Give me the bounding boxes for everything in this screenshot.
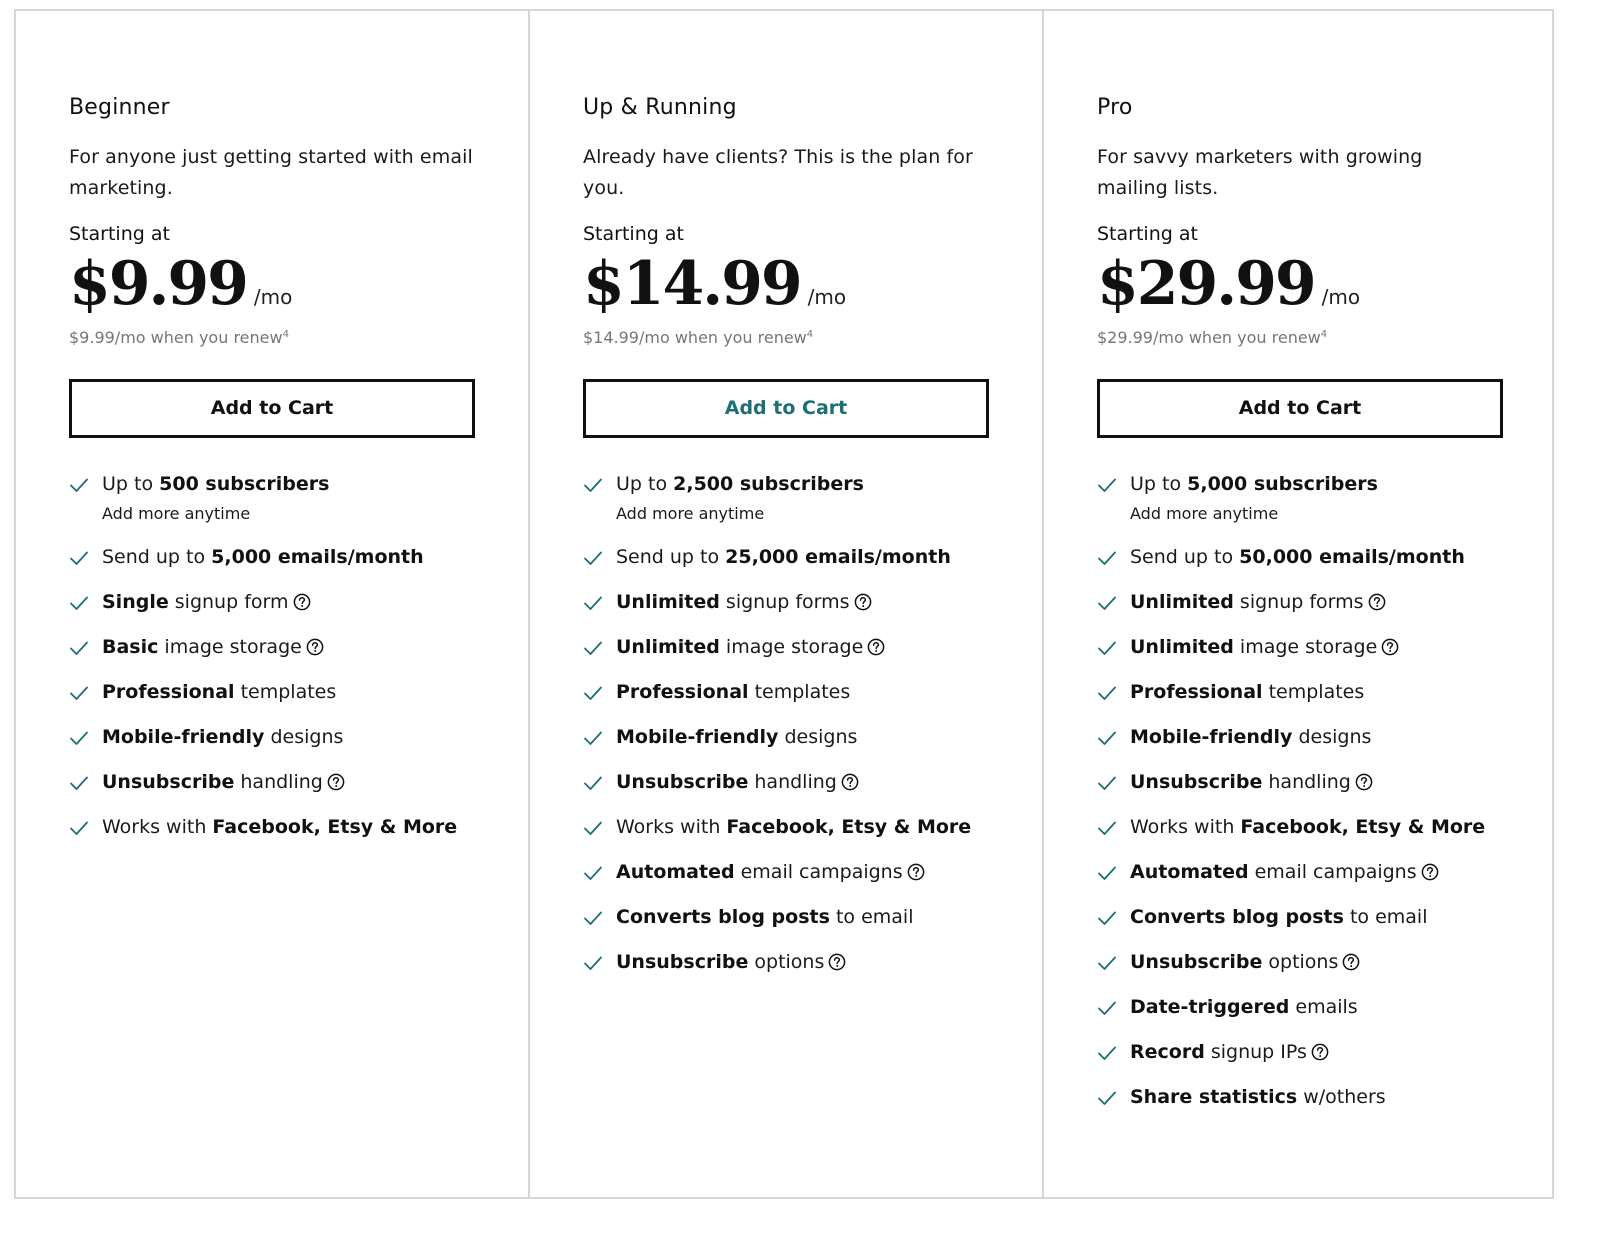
check-icon (583, 864, 603, 882)
check-icon (583, 476, 603, 494)
plan-description: For anyone just getting started with email marketing. (69, 146, 473, 199)
feature-item (1097, 859, 1499, 885)
feature-highlight: Automated (1130, 861, 1249, 883)
check-icon (1097, 999, 1117, 1017)
help-circle-icon[interactable] (1421, 863, 1439, 881)
help-circle-icon[interactable] (867, 638, 885, 656)
feature-item (1097, 814, 1499, 840)
help-circle-icon[interactable] (854, 593, 872, 611)
feature-item (1097, 724, 1499, 750)
feature-highlight: Unlimited (616, 591, 720, 613)
footnote-marker: 4 (1320, 329, 1328, 340)
check-icon (583, 729, 603, 747)
feature-highlight: 5,000 emails/month (211, 546, 424, 568)
check-icon (583, 684, 603, 702)
feature-item (69, 679, 475, 705)
plan-price: $29.99 (1097, 249, 1315, 319)
check-icon (1097, 1089, 1117, 1107)
help-circle-icon[interactable] (306, 638, 324, 656)
help-circle-icon[interactable] (841, 773, 859, 791)
feature-highlight: Basic (102, 636, 159, 658)
feature-text: email campaigns (734, 861, 903, 883)
help-circle-icon[interactable] (327, 773, 345, 791)
feature-text: Up to (102, 473, 160, 495)
check-icon (1097, 954, 1117, 972)
feature-item (583, 859, 989, 885)
feature-text: image storage (158, 636, 302, 658)
plan-name: Pro (1097, 95, 1133, 120)
feature-item (1097, 769, 1499, 795)
check-icon (583, 909, 603, 927)
price-row (69, 244, 475, 324)
feature-highlight: Professional (102, 681, 235, 703)
feature-subtext: Add more anytime (102, 504, 251, 523)
starting-at-label: Starting at (583, 223, 684, 245)
price-row (583, 244, 989, 324)
feature-text: Send up to (616, 546, 726, 568)
feature-item (1097, 949, 1499, 975)
plan-name: Beginner (69, 95, 170, 120)
feature-text: templates (234, 681, 337, 703)
feature-text: designs (1292, 726, 1372, 748)
check-icon (69, 639, 89, 657)
plan-price: $9.99 (69, 249, 247, 319)
feature-item (583, 589, 989, 615)
feature-highlight: Converts blog posts (616, 906, 830, 928)
feature-item (69, 544, 475, 570)
renewal-text: $14.99/mo when you renew (583, 328, 807, 347)
check-icon (583, 639, 603, 657)
help-circle-icon[interactable] (1355, 773, 1373, 791)
feature-highlight: Unsubscribe (616, 771, 749, 793)
feature-list (583, 471, 989, 975)
feature-item (69, 589, 475, 615)
feature-subtext: Add more anytime (1130, 504, 1279, 523)
plan-name: Up & Running (583, 95, 737, 120)
feature-text: image storage (719, 636, 864, 658)
feature-text: designs (264, 726, 344, 748)
feature-item (69, 769, 475, 795)
check-icon (1097, 819, 1117, 837)
feature-highlight: Single (102, 591, 169, 613)
check-icon (1097, 594, 1117, 612)
feature-item (1097, 679, 1499, 705)
renewal-price (583, 327, 989, 349)
feature-text: templates (748, 681, 851, 703)
help-circle-icon[interactable] (1381, 638, 1399, 656)
check-icon (1097, 774, 1117, 792)
check-icon (1097, 549, 1117, 567)
plan-description: For savvy marketers with growing mailing lists. (1097, 146, 1423, 199)
check-icon (583, 954, 603, 972)
feature-text: signup forms (1233, 591, 1364, 613)
feature-highlight: Unsubscribe (102, 771, 235, 793)
feature-highlight: Unsubscribe (1130, 771, 1263, 793)
feature-subtext: Add more anytime (616, 504, 765, 523)
feature-highlight: Unlimited (1130, 591, 1234, 613)
price-period: /mo (1321, 285, 1361, 309)
feature-text: to email (1343, 906, 1428, 928)
plan-card-up-and-running (528, 11, 1042, 1197)
add-to-cart-button[interactable]: Add to Cart (69, 379, 475, 438)
feature-text: Send up to (102, 546, 212, 568)
add-to-cart-button[interactable]: Add to Cart (583, 379, 989, 438)
check-icon (69, 549, 89, 567)
feature-item (69, 724, 475, 750)
feature-highlight: 2,500 subscribers (673, 473, 864, 495)
help-circle-icon[interactable] (1368, 593, 1386, 611)
feature-text: emails (1289, 996, 1358, 1018)
help-circle-icon[interactable] (828, 953, 846, 971)
price-row (1097, 244, 1499, 324)
feature-item (583, 471, 989, 525)
feature-text: Send up to (1130, 546, 1240, 568)
plan-description: Already have clients? This is the plan for you. (583, 146, 973, 199)
help-circle-icon[interactable] (293, 593, 311, 611)
feature-item (69, 634, 475, 660)
starting-at-label: Starting at (69, 223, 170, 245)
feature-item (1097, 904, 1499, 930)
feature-item (1097, 471, 1499, 525)
plan-card-pro (1042, 11, 1552, 1197)
feature-highlight: Share statistics (1130, 1086, 1298, 1108)
check-icon (583, 549, 603, 567)
feature-item (583, 544, 989, 570)
feature-text: options (748, 951, 825, 973)
feature-highlight: Unlimited (616, 636, 720, 658)
feature-item (1097, 589, 1499, 615)
feature-text: handling (1262, 771, 1351, 793)
feature-text: signup form (168, 591, 289, 613)
check-icon (69, 774, 89, 792)
check-icon (583, 774, 603, 792)
feature-highlight: Date-triggered (1130, 996, 1290, 1018)
feature-text: Works with (102, 816, 213, 838)
feature-highlight: 5,000 subscribers (1187, 473, 1378, 495)
check-icon (69, 684, 89, 702)
price-period: /mo (253, 285, 293, 309)
feature-text: handling (234, 771, 323, 793)
check-icon (69, 476, 89, 494)
feature-highlight: Record (1130, 1041, 1205, 1063)
check-icon (69, 819, 89, 837)
plan-card-beginner (16, 11, 528, 1197)
feature-item (1097, 994, 1499, 1020)
feature-highlight: Facebook, Etsy & More (726, 816, 972, 838)
feature-highlight: Professional (616, 681, 749, 703)
feature-text: image storage (1233, 636, 1378, 658)
renewal-text: $9.99/mo when you renew (69, 328, 283, 347)
feature-highlight: Converts blog posts (1130, 906, 1344, 928)
feature-list (1097, 471, 1499, 1110)
feature-highlight: 50,000 emails/month (1239, 546, 1465, 568)
feature-item (583, 814, 989, 840)
plan-price: $14.99 (583, 249, 801, 319)
feature-text: templates (1262, 681, 1365, 703)
feature-highlight: Facebook, Etsy & More (212, 816, 458, 838)
feature-item (583, 679, 989, 705)
feature-highlight: Professional (1130, 681, 1263, 703)
feature-item (583, 634, 989, 660)
feature-text: designs (778, 726, 858, 748)
check-icon (1097, 684, 1117, 702)
feature-text: Up to (1130, 473, 1188, 495)
feature-highlight: 25,000 emails/month (725, 546, 951, 568)
feature-item (1097, 544, 1499, 570)
footnote-marker: 4 (806, 329, 814, 340)
feature-text: Up to (616, 473, 674, 495)
feature-text: email campaigns (1248, 861, 1417, 883)
check-icon (69, 594, 89, 612)
check-icon (1097, 1044, 1117, 1062)
feature-highlight: Mobile-friendly (616, 726, 779, 748)
feature-item (1097, 1039, 1499, 1065)
feature-item (1097, 1084, 1499, 1110)
feature-highlight: Mobile-friendly (102, 726, 265, 748)
check-icon (583, 594, 603, 612)
check-icon (1097, 729, 1117, 747)
feature-highlight: 500 subscribers (159, 473, 330, 495)
pricing-table (14, 9, 1554, 1199)
check-icon (1097, 476, 1117, 494)
footnote-marker: 4 (282, 329, 289, 340)
feature-text: Works with (616, 816, 727, 838)
feature-item (583, 904, 989, 930)
feature-highlight: Automated (616, 861, 735, 883)
feature-list (69, 471, 475, 840)
check-icon (1097, 909, 1117, 927)
check-icon (1097, 864, 1117, 882)
help-circle-icon[interactable] (907, 863, 925, 881)
feature-text: Works with (1130, 816, 1241, 838)
renewal-text: $29.99/mo when you renew (1097, 328, 1321, 347)
check-icon (69, 729, 89, 747)
feature-text: w/others (1297, 1086, 1386, 1108)
feature-highlight: Facebook, Etsy & More (1240, 816, 1486, 838)
price-period: /mo (807, 285, 847, 309)
check-icon (1097, 639, 1117, 657)
feature-item (583, 769, 989, 795)
feature-item (69, 814, 475, 840)
renewal-price (1097, 327, 1499, 349)
feature-item (583, 949, 989, 975)
add-to-cart-button[interactable]: Add to Cart (1097, 379, 1503, 438)
feature-text: signup forms (719, 591, 850, 613)
feature-text: handling (748, 771, 837, 793)
feature-highlight: Unsubscribe (1130, 951, 1263, 973)
renewal-price (69, 327, 475, 349)
help-circle-icon[interactable] (1311, 1043, 1329, 1061)
feature-highlight: Unsubscribe (616, 951, 749, 973)
feature-item (583, 724, 989, 750)
feature-highlight: Mobile-friendly (1130, 726, 1293, 748)
feature-highlight: Unlimited (1130, 636, 1234, 658)
feature-text: options (1262, 951, 1339, 973)
check-icon (583, 819, 603, 837)
starting-at-label: Starting at (1097, 223, 1198, 245)
feature-item (69, 471, 475, 525)
feature-item (1097, 634, 1499, 660)
feature-text: to email (829, 906, 914, 928)
feature-text: signup IPs (1204, 1041, 1307, 1063)
help-circle-icon[interactable] (1342, 953, 1360, 971)
